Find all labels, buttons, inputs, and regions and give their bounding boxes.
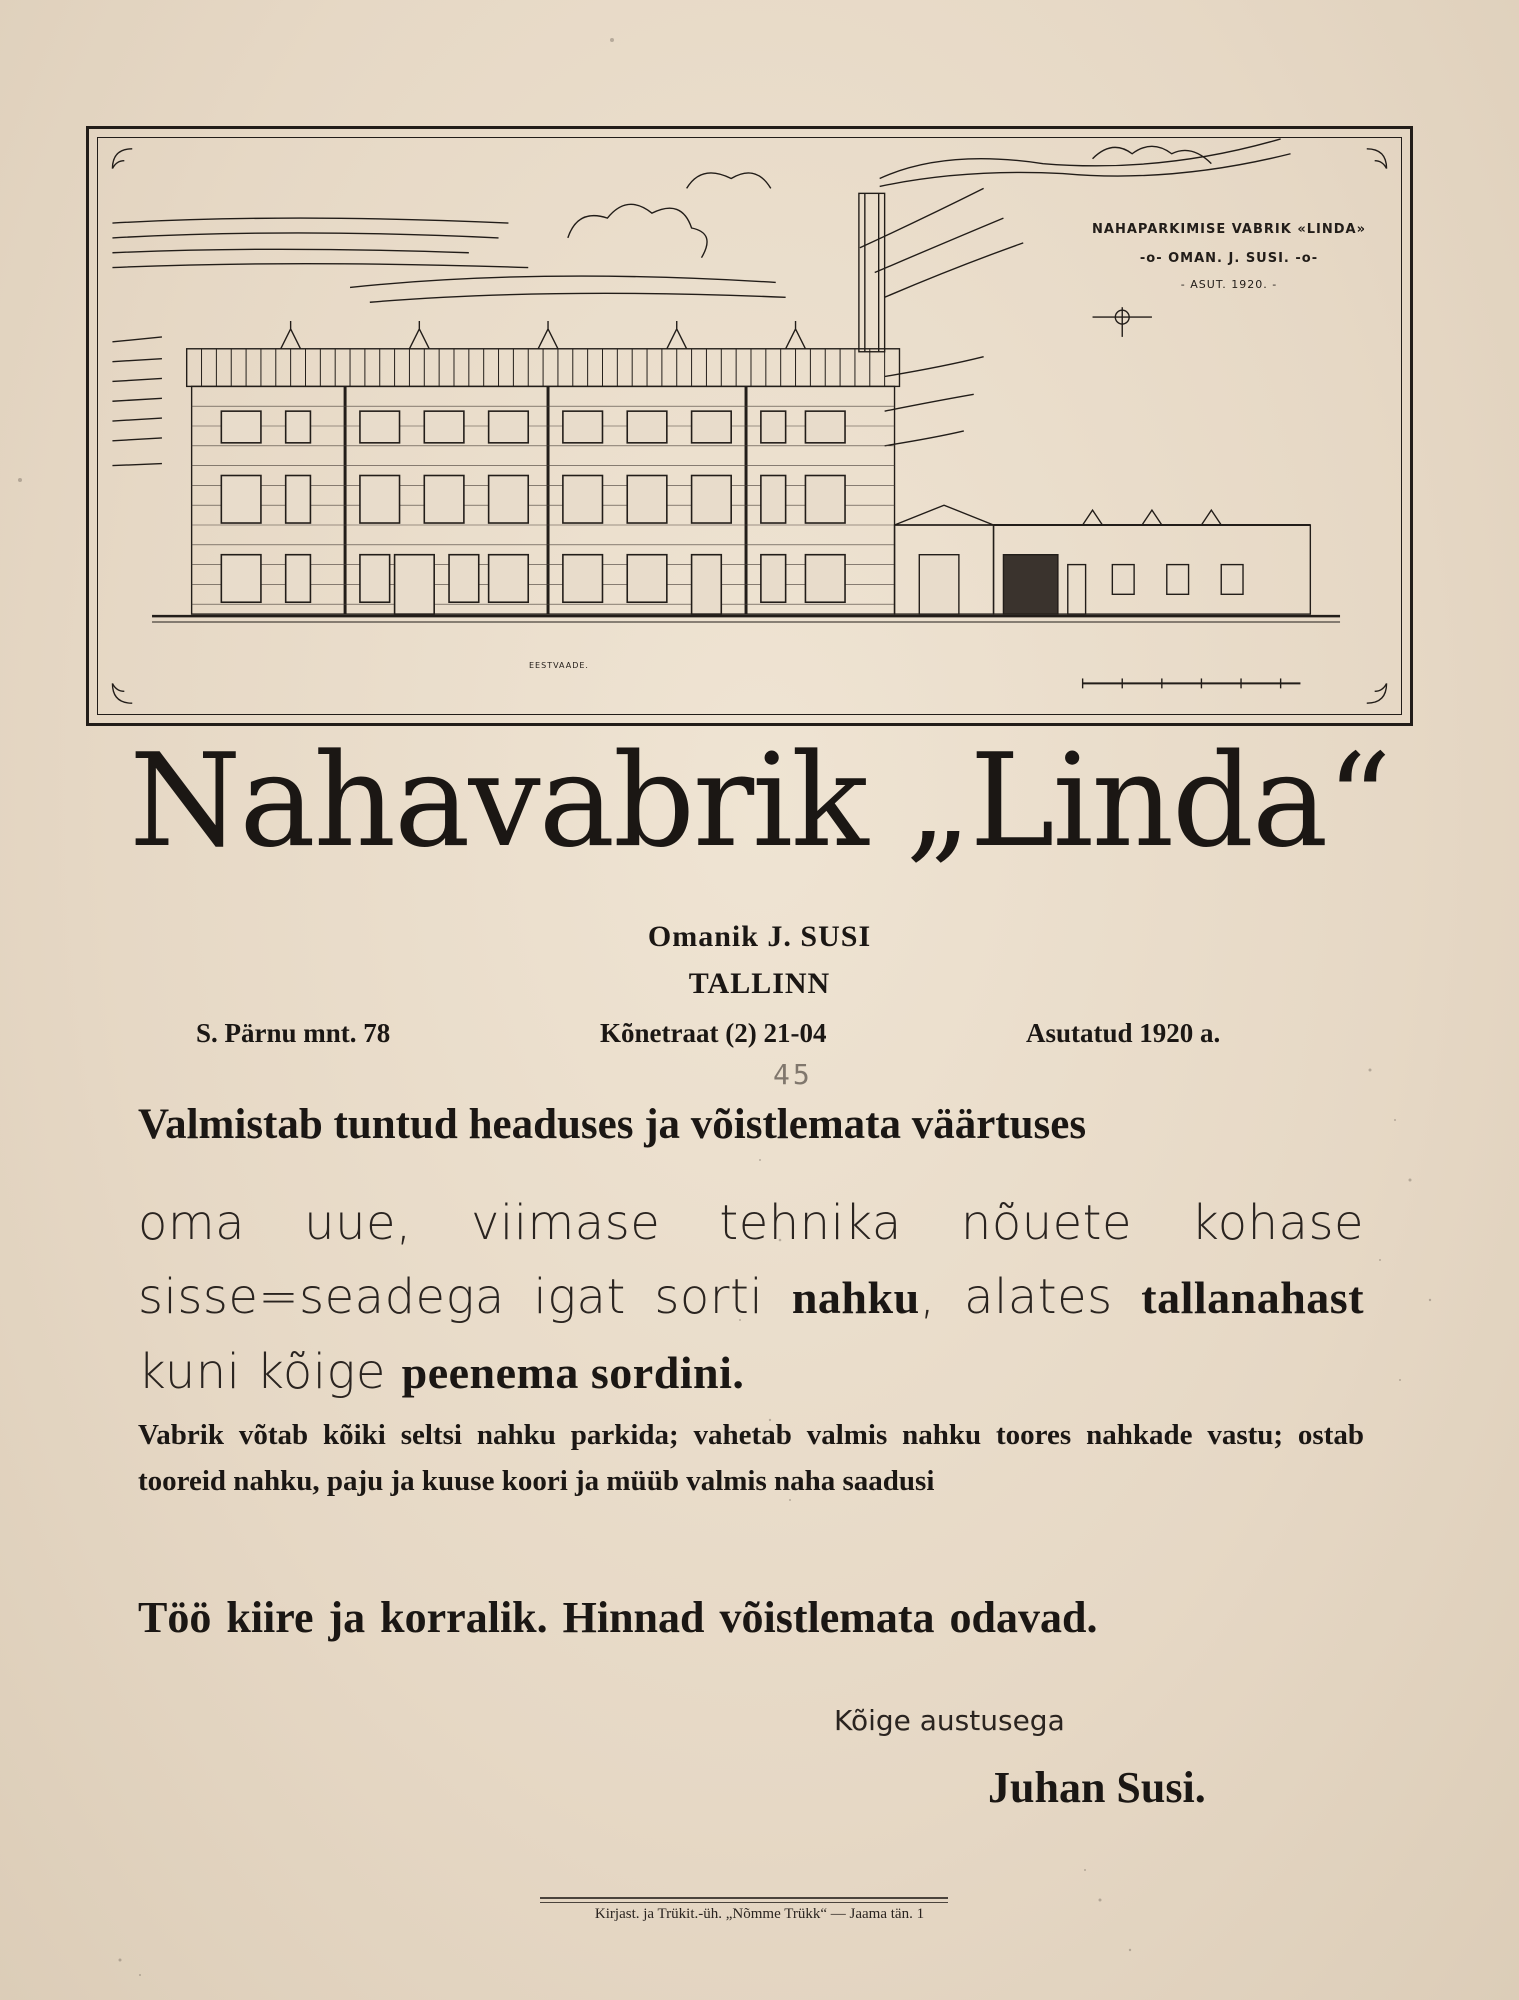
address: S. Pärnu mnt. 78	[196, 1018, 391, 1048]
closing-phrase: Kõige austusega	[834, 1704, 1065, 1737]
factory-illustration	[86, 126, 1413, 726]
body-bold-nahku: nahku	[791, 1272, 920, 1323]
front-view-label: EESTVAADE.	[529, 661, 589, 670]
printer-rule	[540, 1897, 948, 1899]
city-line: TALLINN	[688, 967, 831, 1000]
factory-caption-owner: -o- OMAN. J. SUSI. -o-	[1139, 251, 1319, 266]
printer-imprint: Kirjast. ja Trükit.-üh. „Nõmme Trükk“ — Jaama tän. 1	[594, 1906, 925, 1922]
body-bold-sordini: peenema sordini.	[401, 1347, 745, 1398]
factory-caption	[1069, 222, 1389, 291]
printer-rule-thin	[540, 1902, 948, 1903]
owner-line: Omanik J. SUSI	[647, 920, 872, 953]
body-text-3: kuni kõige	[138, 1344, 402, 1400]
stamp-number: 45	[773, 1058, 813, 1091]
body-text-2: , alates	[919, 1269, 1142, 1325]
body-text-1: oma uue, viimase tehnika nõuete kohase sisse=seadega igat sorti	[138, 1195, 1364, 1325]
factory-drawing	[89, 129, 1410, 723]
factory-caption-name: NAHAPARKIMISE VABRIK «LINDA»	[1092, 222, 1366, 237]
poster-title: Nahavabrik „Linda“	[129, 727, 1390, 876]
services-paragraph: Vabrik võtab kõiki seltsi nahku parkida; vahetab valmis nahku toores nahkade vastu; ostab tooreid nahku, paju ja kuuse koori ja müüb valmis naha saadusi	[138, 1419, 1364, 1497]
signature: Juhan Susi.	[988, 1763, 1206, 1812]
tagline: Töö kiire ja korralik. Hinnad võistlemata odavad.	[138, 1593, 1098, 1642]
factory-caption-founded: - ASUT. 1920. -	[1180, 278, 1278, 291]
phone: Kõnetraat (2) 21-04	[600, 1018, 827, 1048]
body-bold-tallanahast: tallanahast	[1141, 1272, 1365, 1323]
headline: Valmistab tuntud headuses ja võistlemata väärtuses	[138, 1101, 1087, 1148]
body-paragraph	[138, 1186, 1364, 1410]
founded-year: Asutatud 1920 a.	[1026, 1018, 1221, 1048]
